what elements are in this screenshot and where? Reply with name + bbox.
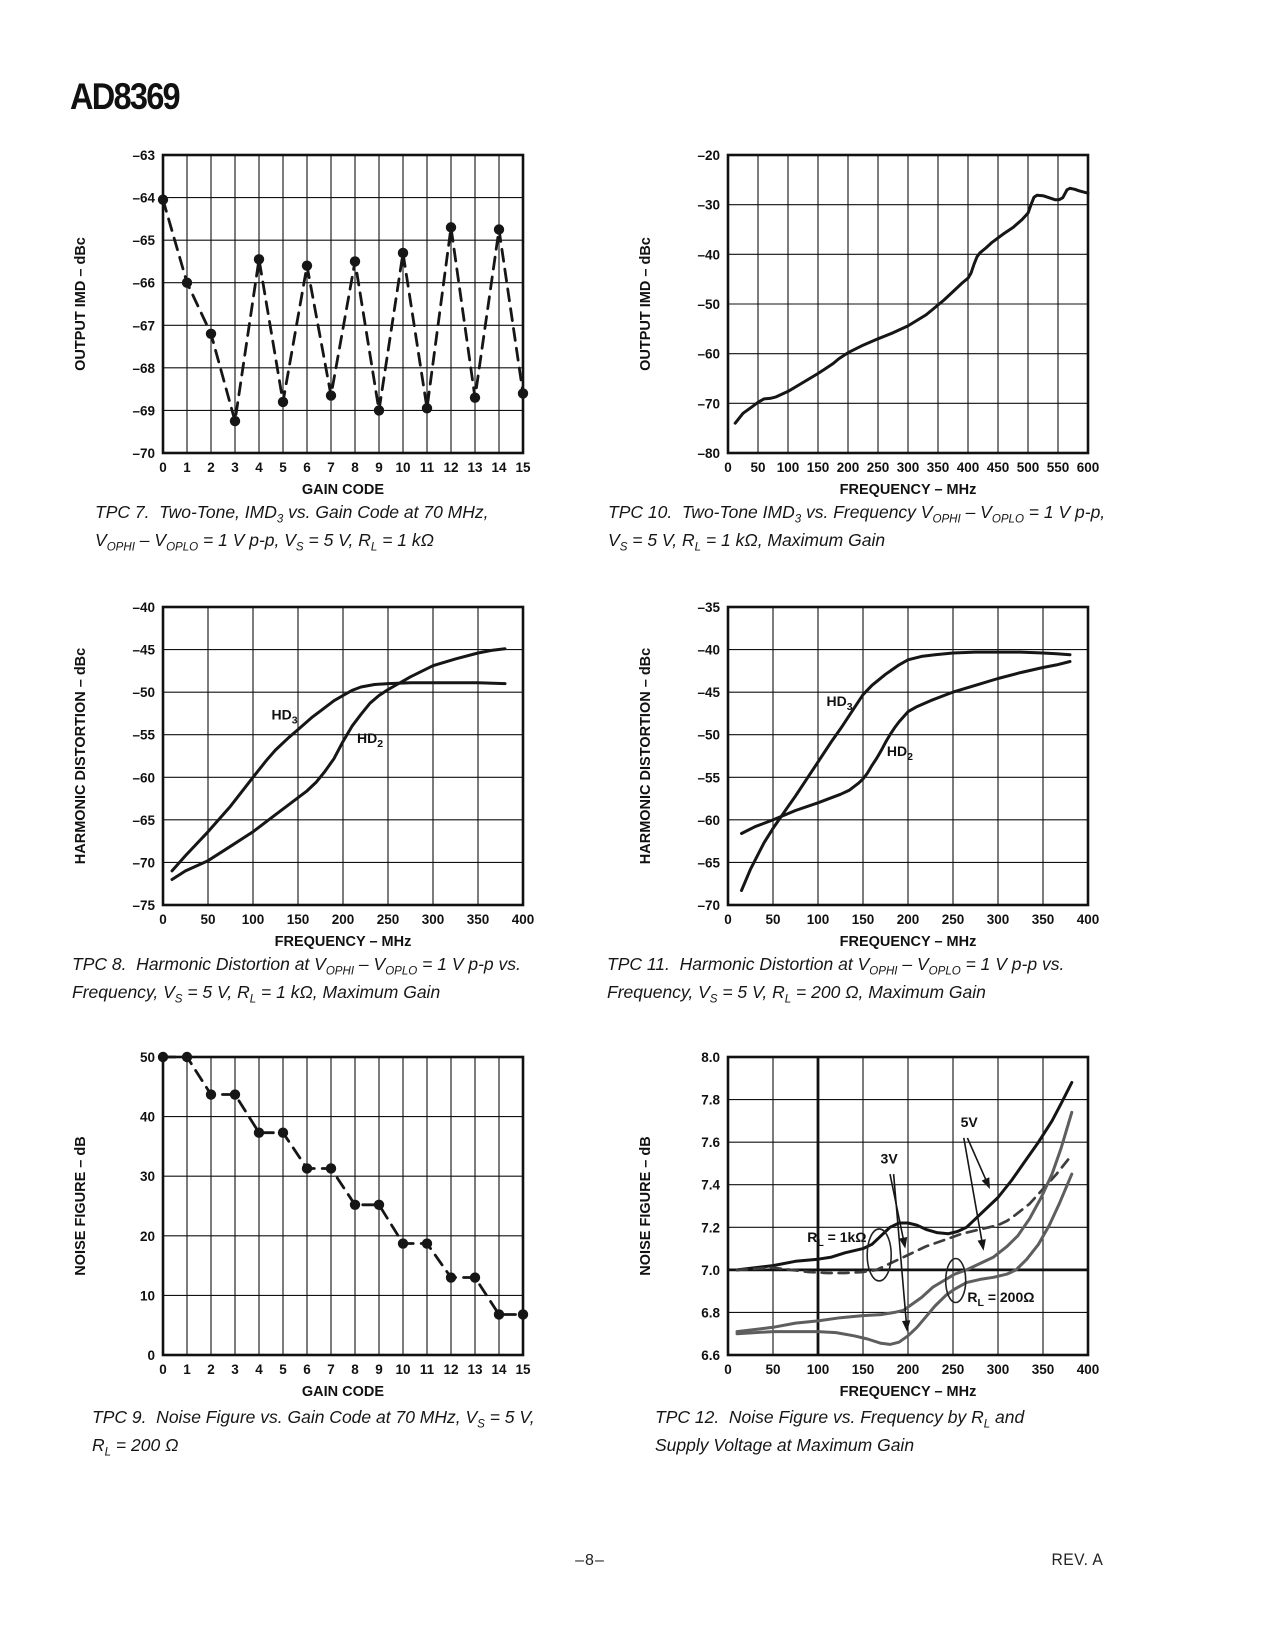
svg-text:–64: –64 xyxy=(132,190,155,206)
svg-text:13: 13 xyxy=(467,1362,483,1377)
svg-text:200: 200 xyxy=(331,912,355,927)
svg-text:400: 400 xyxy=(956,460,980,475)
svg-text:HD2: $HD_2$ xyxy=(886,743,913,763)
svg-text:–80: –80 xyxy=(697,446,720,461)
page-title: AD8369 xyxy=(70,76,179,117)
svg-text:–50: –50 xyxy=(697,727,720,743)
svg-text:300: 300 xyxy=(896,460,920,475)
svg-text:20: 20 xyxy=(139,1228,155,1244)
svg-text:1: 1 xyxy=(183,1362,191,1377)
svg-text:–70: –70 xyxy=(132,446,155,461)
svg-text:–40: –40 xyxy=(132,600,155,615)
svg-text:OUTPUT IMD – dBc: OUTPUT IMD – dBc xyxy=(73,237,89,371)
svg-text:6.6: 6.6 xyxy=(701,1348,720,1363)
svg-text:–20: –20 xyxy=(697,148,720,163)
svg-text:RL = 1kΩ: $R_L = 1k\Omega$ xyxy=(807,1229,867,1250)
svg-text:200: 200 xyxy=(896,912,920,927)
svg-text:–40: –40 xyxy=(697,247,720,263)
figure-tpc10 xyxy=(625,145,1100,507)
svg-text:–35: –35 xyxy=(697,600,720,615)
page-number: –8– xyxy=(575,1552,605,1569)
svg-text:14: 14 xyxy=(491,460,507,475)
svg-text:30: 30 xyxy=(139,1169,155,1185)
svg-text:–75: –75 xyxy=(132,898,155,913)
tpc9-chart xyxy=(60,1047,530,1409)
svg-text:250: 250 xyxy=(941,912,965,927)
svg-text:600: 600 xyxy=(1076,460,1100,475)
svg-text:–50: –50 xyxy=(132,685,155,701)
svg-text:HD3: $HD_3$ xyxy=(271,706,298,727)
svg-text:FREQUENCY – MHz: FREQUENCY – MHz xyxy=(839,1384,977,1400)
svg-text:5: 5 xyxy=(279,1362,287,1377)
svg-text:50: 50 xyxy=(765,912,781,927)
svg-text:7.8: 7.8 xyxy=(701,1092,720,1108)
svg-text:7.0: 7.0 xyxy=(701,1262,720,1278)
svg-text:7: 7 xyxy=(327,1362,335,1377)
svg-text:0: 0 xyxy=(147,1348,155,1363)
svg-text:400: 400 xyxy=(1076,912,1100,927)
svg-text:5: 5 xyxy=(279,460,287,475)
svg-text:NOISE FIGURE – dB: NOISE FIGURE – dB xyxy=(73,1136,89,1276)
svg-text:4: 4 xyxy=(255,460,263,475)
svg-text:11: 11 xyxy=(419,460,435,475)
svg-text:350: 350 xyxy=(466,912,490,927)
svg-text:7.6: 7.6 xyxy=(701,1135,720,1151)
svg-text:14: 14 xyxy=(491,1362,507,1377)
svg-text:HARMONIC DISTORTION – dBc: HARMONIC DISTORTION – dBc xyxy=(638,647,654,865)
svg-text:300: 300 xyxy=(421,912,445,927)
figure-tpc7 xyxy=(60,145,530,507)
svg-text:–63: –63 xyxy=(132,148,155,163)
caption-tpc9: TPC 9. Noise Figure vs. Gain Code at 70 MHz, $V_S = 5$ V, $R_L = 200$ Ω xyxy=(92,1407,535,1459)
svg-text:250: 250 xyxy=(866,460,890,475)
tpc7-chart xyxy=(60,145,530,507)
svg-text:–68: –68 xyxy=(132,360,155,376)
svg-text:0: 0 xyxy=(159,1362,167,1377)
svg-text:0: 0 xyxy=(724,460,732,475)
svg-text:300: 300 xyxy=(986,912,1010,927)
svg-text:2: 2 xyxy=(207,1362,215,1377)
svg-text:400: 400 xyxy=(1076,1362,1100,1377)
svg-text:0: 0 xyxy=(724,1362,732,1377)
caption-tpc8: TPC 8. Harmonic Distortion at $V_{OPHI} - V_{OPLO} = 1$ V p-p vs. Frequency, $V_S = 5$ V, $R_L = 1$ kΩ, Maximum Gain xyxy=(72,954,521,1006)
svg-text:–50: –50 xyxy=(697,297,720,312)
svg-text:50: 50 xyxy=(750,460,766,475)
caption-tpc12: TPC 12. Noise Figure vs. Frequency by $R_L$ and Supply Voltage at Maximum Gain xyxy=(655,1407,1025,1455)
svg-text:–45: –45 xyxy=(697,685,720,701)
svg-text:50: 50 xyxy=(139,1050,155,1065)
svg-text:50: 50 xyxy=(200,912,216,927)
svg-text:450: 450 xyxy=(986,460,1010,475)
svg-text:10: 10 xyxy=(139,1288,155,1304)
tpc12-chart xyxy=(625,1047,1100,1409)
svg-text:0: 0 xyxy=(159,460,167,475)
svg-text:3V: 3V xyxy=(880,1150,898,1167)
svg-text:8: 8 xyxy=(351,1362,359,1377)
svg-text:–67: –67 xyxy=(132,318,155,334)
svg-text:1: 1 xyxy=(183,460,191,475)
svg-text:9: 9 xyxy=(375,460,383,475)
svg-text:FREQUENCY – MHz: FREQUENCY – MHz xyxy=(274,934,412,950)
revision-label: REV. A xyxy=(1051,1550,1103,1569)
svg-text:–70: –70 xyxy=(132,855,155,871)
svg-text:HARMONIC DISTORTION – dBc: HARMONIC DISTORTION – dBc xyxy=(73,647,89,865)
tpc10-chart xyxy=(625,145,1100,507)
figure-tpc9 xyxy=(60,1047,530,1409)
tpc8-chart xyxy=(60,597,535,959)
svg-text:GAIN CODE: GAIN CODE xyxy=(301,1384,385,1400)
svg-text:12: 12 xyxy=(443,460,459,475)
figure-tpc8 xyxy=(60,597,535,959)
svg-text:500: 500 xyxy=(1016,460,1040,475)
svg-text:6.8: 6.8 xyxy=(701,1305,720,1321)
svg-text:100: 100 xyxy=(806,1362,830,1377)
svg-text:–55: –55 xyxy=(132,727,155,743)
svg-text:–55: –55 xyxy=(697,770,720,786)
svg-text:350: 350 xyxy=(926,460,950,475)
svg-text:–70: –70 xyxy=(697,898,720,913)
svg-text:RL = 200Ω: $R_L = 200\Omega$ xyxy=(967,1288,1035,1309)
svg-text:8: 8 xyxy=(351,460,359,475)
svg-text:HD3: $HD_3$ xyxy=(826,692,853,713)
svg-text:–69: –69 xyxy=(132,403,155,419)
svg-text:200: 200 xyxy=(836,460,860,475)
svg-text:–60: –60 xyxy=(697,812,720,828)
svg-text:10: 10 xyxy=(395,460,411,475)
svg-text:–60: –60 xyxy=(697,346,720,362)
svg-text:FREQUENCY – MHz: FREQUENCY – MHz xyxy=(839,934,977,950)
svg-text:100: 100 xyxy=(241,912,265,927)
svg-text:15: 15 xyxy=(515,1362,531,1377)
svg-text:250: 250 xyxy=(941,1362,965,1377)
svg-text:200: 200 xyxy=(896,1362,920,1377)
svg-text:OUTPUT IMD – dBc: OUTPUT IMD – dBc xyxy=(638,237,654,371)
svg-text:–40: –40 xyxy=(697,642,720,658)
tpc11-chart xyxy=(625,597,1100,959)
svg-text:4: 4 xyxy=(255,1362,263,1377)
svg-text:–45: –45 xyxy=(132,642,155,658)
svg-text:5V: 5V xyxy=(960,1114,978,1131)
svg-text:7.2: 7.2 xyxy=(701,1220,720,1236)
caption-tpc7: TPC 7. Two-Tone, $IMD_3$ vs. Gain Code at 70 MHz, $V_{OPHI} - V_{OPLO} = 1$ V p-p, $V_S = 5$ V, $R_L = 1$ kΩ xyxy=(95,502,489,554)
svg-text:100: 100 xyxy=(806,912,830,927)
svg-text:9: 9 xyxy=(375,1362,383,1377)
svg-text:10: 10 xyxy=(395,1362,411,1377)
caption-tpc10: TPC 10. Two-Tone $IMD_3$ vs. Frequency $V_{OPHI} - V_{OPLO} = 1$ V p-p, $V_S = 5$ V, $R_L = 1$ kΩ, Maximum Gain xyxy=(608,502,1106,554)
svg-text:–70: –70 xyxy=(697,396,720,412)
svg-text:100: 100 xyxy=(776,460,800,475)
svg-text:150: 150 xyxy=(851,912,875,927)
svg-text:50: 50 xyxy=(765,1362,781,1377)
svg-text:HD2: $HD_2$ xyxy=(356,730,384,751)
svg-text:0: 0 xyxy=(724,912,732,927)
svg-text:–65: –65 xyxy=(132,233,155,249)
svg-text:–65: –65 xyxy=(132,812,155,828)
svg-text:–30: –30 xyxy=(697,197,720,213)
svg-text:400: 400 xyxy=(511,912,535,927)
svg-text:300: 300 xyxy=(986,1362,1010,1377)
svg-text:15: 15 xyxy=(515,460,531,475)
svg-text:350: 350 xyxy=(1031,1362,1055,1377)
svg-text:150: 150 xyxy=(286,912,310,927)
svg-text:7.4: 7.4 xyxy=(701,1177,720,1193)
svg-text:12: 12 xyxy=(443,1362,459,1377)
svg-text:250: 250 xyxy=(376,912,400,927)
svg-text:8.0: 8.0 xyxy=(701,1050,720,1065)
svg-text:3: 3 xyxy=(231,460,239,475)
figure-tpc12 xyxy=(625,1047,1100,1409)
svg-text:6: 6 xyxy=(303,1362,311,1377)
svg-text:150: 150 xyxy=(851,1362,875,1377)
svg-text:–66: –66 xyxy=(132,275,155,291)
svg-text:GAIN CODE: GAIN CODE xyxy=(301,482,385,498)
svg-text:6: 6 xyxy=(303,460,311,475)
svg-text:0: 0 xyxy=(159,912,167,927)
svg-text:11: 11 xyxy=(419,1362,435,1377)
svg-text:350: 350 xyxy=(1031,912,1055,927)
svg-text:–60: –60 xyxy=(132,770,155,786)
svg-text:2: 2 xyxy=(207,460,215,475)
svg-text:FREQUENCY – MHz: FREQUENCY – MHz xyxy=(839,482,977,498)
svg-text:–65: –65 xyxy=(697,855,720,871)
figure-tpc11 xyxy=(625,597,1100,959)
svg-text:550: 550 xyxy=(1046,460,1070,475)
svg-text:150: 150 xyxy=(806,460,830,475)
svg-text:40: 40 xyxy=(139,1109,155,1125)
svg-text:NOISE FIGURE – dB: NOISE FIGURE – dB xyxy=(638,1136,654,1276)
svg-text:13: 13 xyxy=(467,460,483,475)
svg-text:3: 3 xyxy=(231,1362,239,1377)
svg-text:7: 7 xyxy=(327,460,335,475)
caption-tpc11: TPC 11. Harmonic Distortion at $V_{OPHI} - V_{OPLO} = 1$ V p-p vs. Frequency, $V_S = 5$ V, $R_L = 200$ Ω, Maximum Gain xyxy=(607,954,1065,1006)
